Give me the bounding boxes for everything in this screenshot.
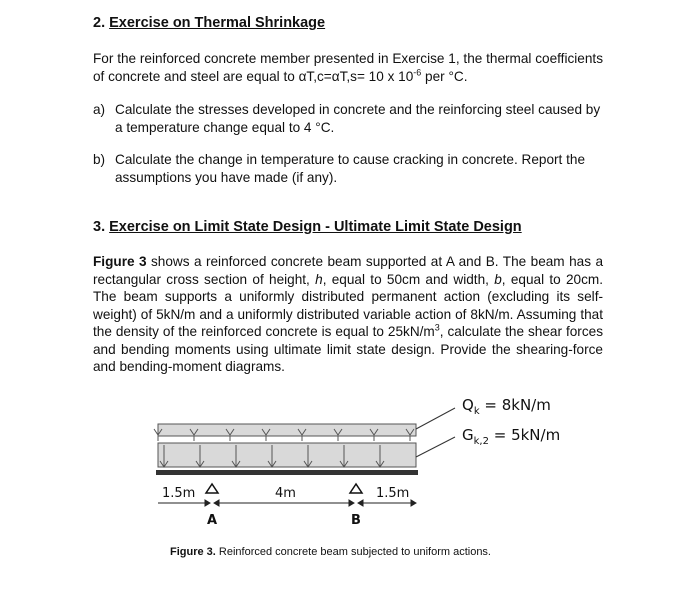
- support-a-icon: [206, 484, 218, 493]
- section3-heading: [93, 219, 522, 235]
- span-right-label: 1.5m: [376, 486, 410, 501]
- support-b-label: B: [351, 513, 361, 528]
- section3-title: Exercise on Limit State Design - Ultimate Limit State Design: [109, 219, 522, 235]
- variable-load-arrows: [158, 436, 410, 441]
- beam: [156, 470, 418, 475]
- beam-diagram: [150, 385, 580, 535]
- span-mid-label: 4m: [275, 486, 296, 501]
- variable-load-label: $Q_k = 8kN/m$: [462, 396, 551, 417]
- span-left-label: 1.5m: [162, 486, 196, 501]
- coefficient-expression: αT,c=αT,s= 10 x 10: [298, 68, 414, 84]
- q-leader-line: [416, 408, 455, 429]
- section2-number: 2.: [93, 15, 106, 31]
- section2-item-a: a) Calculate the stresses developed in concrete and the reinforcing steel caused by a temperature change equal to 4 °C.: [93, 102, 601, 135]
- section3-body: Figure 3 shows a reinforced concrete beam supported at A and B. The beam has a rectangular cross section of height, h, equal to 50cm and width, b, equal to 20cm. The beam supports a uniformly distributed permanent action (excluding its self-weight) of 5kN/m and a uniformly distributed variable action of 8kN/m. Assuming that the density of the reinforced concrete is equal to $25kN/m^3$, calculate the shear forces and bending moments using ultimate limit state design. Provide the shearing-force and bending-moment diagrams.: [93, 254, 604, 374]
- section3-number: 3.: [93, 219, 106, 235]
- support-b-icon: [350, 484, 362, 493]
- section2-intro: For the reinforced concrete member presented in Exercise 1, the thermal coefficients of concrete and steel are equal to αT,c=αT,s= 10 x $10^{-6}$ per °C.: [93, 51, 603, 84]
- section2-title: Exercise on Thermal Shrinkage: [109, 15, 326, 31]
- section2-item-b: b) Calculate the change in temperature to cause cracking in concrete. Report the assumptions you have made (if any).: [93, 152, 586, 185]
- g-leader-line: [416, 437, 455, 457]
- support-a-label: A: [207, 513, 218, 528]
- permanent-load-label: $G_{k,2} = 5kN/m$: [462, 426, 561, 447]
- section2-heading: [93, 15, 325, 31]
- figure-caption: Figure 3. Reinforced concrete beam subjected to uniform actions.: [170, 546, 491, 558]
- figure-reference: Figure 3: [93, 254, 147, 269]
